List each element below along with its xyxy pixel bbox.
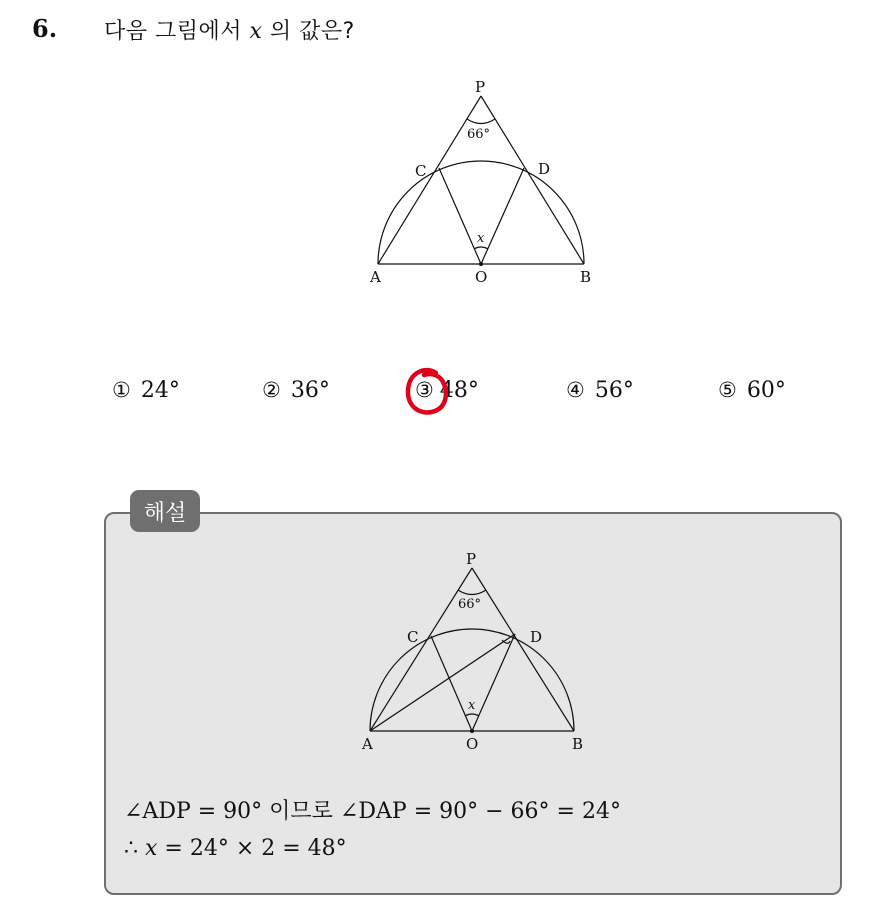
- sol-label-p: P: [466, 550, 477, 568]
- solution-line-1-c: ∠DAP = 90° − 66° = 24°: [339, 799, 621, 824]
- label-c: C: [415, 162, 427, 180]
- angle-label-66: 66°: [467, 127, 491, 142]
- line-od: [481, 168, 524, 264]
- sol-semicircle-arc: [370, 629, 574, 731]
- line-oc: [439, 168, 481, 264]
- label-b: B: [580, 268, 592, 286]
- choice-2-mark: ②: [262, 378, 281, 402]
- choice-5[interactable]: [718, 378, 786, 403]
- sol-label-a: A: [362, 735, 373, 753]
- center-dot: [479, 262, 483, 266]
- sol-angle-arc-p: [458, 590, 486, 595]
- choice-4-value: 56°: [594, 378, 634, 403]
- choice-4-mark: ④: [566, 378, 585, 402]
- solution-figure: [352, 548, 602, 754]
- sol-angle-label-66: 66°: [458, 597, 482, 612]
- question-text-before: 다음 그림에서: [104, 19, 250, 44]
- choice-5-mark: ⑤: [718, 378, 737, 402]
- sol-label-o: O: [466, 735, 479, 753]
- question-text: [104, 14, 355, 45]
- angle-arc-o: [474, 247, 488, 249]
- sol-angle-arc-o: [465, 714, 479, 716]
- line-ap: [378, 96, 481, 264]
- solution-line-2-a: ∴: [124, 836, 145, 861]
- sol-line-ap: [370, 568, 472, 731]
- choice-3-value: 48°: [439, 378, 479, 403]
- solution-line-1-a: ∠ADP = 90°: [124, 799, 263, 824]
- label-a: A: [370, 268, 381, 286]
- choice-2[interactable]: [262, 378, 330, 403]
- question-variable: x: [249, 19, 263, 44]
- sol-line-bp: [472, 568, 574, 731]
- solution-line-2-c: = 24° × 2 = 48°: [157, 836, 347, 861]
- label-p: P: [475, 78, 486, 96]
- sol-label-c: C: [407, 628, 419, 646]
- choice-3-mark: ③: [415, 378, 434, 402]
- sol-center-dot: [470, 729, 474, 733]
- choice-4[interactable]: [566, 378, 634, 403]
- sol-label-b: B: [572, 735, 584, 753]
- problem-figure: [360, 78, 610, 288]
- choice-1[interactable]: [112, 378, 180, 403]
- solution-line-2: [124, 836, 347, 861]
- question-text-after: 의 값은?: [262, 19, 355, 44]
- choice-5-value: 60°: [746, 378, 786, 403]
- choice-2-value: 36°: [290, 378, 330, 403]
- solution-line-1-b: 이므로: [262, 799, 340, 824]
- answer-circle-mark: [402, 364, 454, 420]
- sol-line-oc: [431, 636, 472, 731]
- question-number: 6.: [32, 14, 58, 43]
- angle-label-x: x: [477, 231, 485, 246]
- label-d: D: [538, 160, 551, 178]
- angle-arc-p: [467, 119, 495, 124]
- solution-line-2-b: x: [145, 836, 158, 861]
- solution-tag: 해설: [130, 490, 200, 532]
- label-o: O: [475, 268, 488, 286]
- solution-line-1: [124, 794, 621, 825]
- sol-label-d: D: [530, 628, 543, 646]
- sol-angle-label-x: x: [468, 698, 476, 713]
- line-bp: [481, 96, 584, 264]
- choice-1-mark: ①: [112, 378, 131, 402]
- choice-1-value: 24°: [140, 378, 180, 403]
